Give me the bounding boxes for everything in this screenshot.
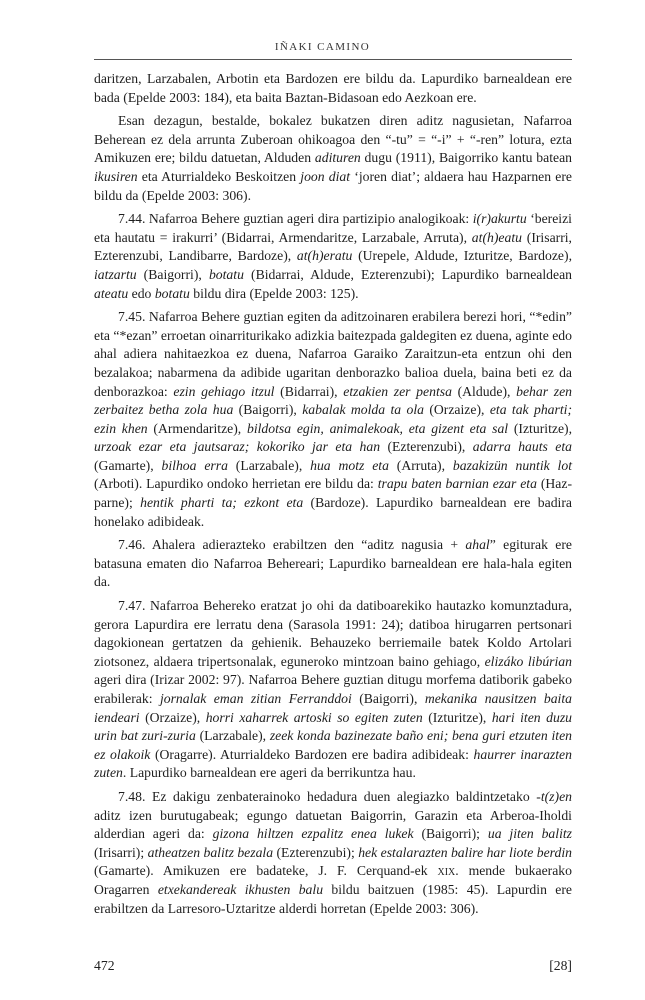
text-run: (Ezterenzubi), [380, 439, 473, 455]
text-run: ageri dira (Irizar 2002: 97). Nafarroa Behere guztian ditugu morfema datiborik gabeko erabilerak: [94, 672, 572, 706]
italic-text: at(h)eratu [296, 248, 353, 264]
page-body [94, 70, 572, 923]
italic-text: iatzartu [94, 266, 137, 282]
text-run: (Urepele, Aldude, Izturitze, Bardoze), [352, 248, 572, 264]
text-run: bildu baitzuen (1985: 45). Lapurdin ere erabiltzen da Larresoro-Uztaritze alderdi horretan (Epelde 2003: 306). [94, 881, 572, 916]
paragraph [94, 536, 572, 592]
text-run: 7.46. Ahalera adierazteko erabiltzen den “aditz nagusia + [118, 537, 466, 553]
text-run: (Gamarte), [94, 457, 162, 473]
italic-text: bazakizün nuntik lot [452, 457, 572, 473]
text-run: (Baigorri), [136, 266, 209, 282]
text-run: (Baigorri); [413, 826, 488, 842]
italic-text: urzoak ezar eta jautsaraz; kokoriko jar eta han [94, 439, 381, 455]
text-run: 7.45. Nafarroa Behere guztian egiten da aditzoinaren erabilera berezi hori, “*edin” eta “*ezan” erroetan oinarriturikako adizkia baitezpada galdegiten ez duena, aginte edo ahal adiera nahitaezkoa ez duena, Nafarroa Garaiko Zaraitzun-eta entzun ohi den bezalakoa; nabarmena da adibide ugaritan denborazko balioa duela, baina beti ez da denborazkoa: [94, 309, 572, 399]
italic-text: ikusiren [94, 168, 138, 184]
text-run: 7.44. Nafarroa Behere guztian ageri dira partizipio analogikoak: [118, 211, 473, 227]
text-run: (Baigorri), [351, 691, 425, 706]
italic-text: horri xaharrek artoski so egiten zuten [205, 709, 423, 725]
text-run: (Orzaize), [139, 709, 206, 725]
text-run: aditz izen burutugabeak; egungo datuetan Baigorrin, Garazin eta Arberoa-Iholdi alderdian ageri da: [94, 807, 572, 842]
text-run: ‘bereizi eta hautatu = irakurri’ (Bidarrai, Armendaritze, Larzabale, Arruta), [94, 211, 572, 245]
running-head: IÑAKI CAMINO [274, 41, 371, 53]
italic-text: at(h)eatu [471, 229, 522, 245]
italic-text: zeek konda bazinezate baño eni; bena guri etzuten iten ez olakoik [94, 728, 573, 762]
text-run: eta Aturrialdeko Beskoitzen [137, 168, 301, 184]
italic-text: ahal [465, 537, 490, 553]
paragraph [94, 210, 572, 303]
italic-text: botatu [154, 285, 190, 301]
italic-text: mekanika nausitzen baita iendeari [94, 691, 572, 725]
text-run: (Izturitze), [508, 420, 573, 436]
paragraph [94, 788, 572, 918]
header-rule [94, 59, 572, 60]
italic-text: etxekandereak ikhusten balu [157, 881, 324, 897]
text-run: edo [128, 285, 155, 301]
text-run: (Arboti). Lapurdiko ondoko herrietan ere bildu da: [94, 476, 378, 492]
text-run: bildu dira (Epelde 2003: 125). [189, 285, 359, 301]
text-run: (Orzaize), [423, 402, 490, 418]
italic-text: trapu baten barnian ezar eta [377, 476, 537, 492]
text-run: dugu (1911), Baigorriko kantu batean [360, 150, 572, 166]
text-run: 7.48. Ez dakigu zenbaterainoko hedadura duen alegiazko baldintzetako [118, 788, 537, 804]
text-run: . Lapurdiko barnealdean ere ageri da berrikuntza hau. [122, 765, 416, 781]
paragraph [94, 112, 572, 205]
text-run: (Arruta), [388, 457, 453, 473]
italic-text: behar zen zerbaitez betha zola hua [94, 383, 572, 418]
italic-text: botatu [208, 266, 244, 282]
italic-text: bilhoa erra [161, 457, 228, 473]
text-run: (Bidarrai, Aldude, Ezterenzubi); Lapurdiko barnealdean [243, 266, 572, 282]
text-run: 7.47. Nafarroa Behereko eratzat jo ohi da datiboarekiko hautazko komunztadura, gerora Lapurdira ere lerratu dena (Sarasola 1991: 24); datiboa hirugarren pertsonari dagokionean gertatzen da gehienik. Behauzeko berriemaile batek Koldo Artolari ziotsonez, aldaera tripertsonalak, eguneroko mintzoan baino gehiago, [94, 598, 572, 669]
italic-text: -t(z)en [536, 788, 572, 804]
italic-text: bildotsa egin, animalekoak, eta gizent eta sal [246, 420, 509, 436]
italic-text: hentik pharti ta; ezkont eta [140, 495, 304, 511]
text-run: (Irisarri, Ezterenzubi, Landibarre, Bardoze), [94, 229, 572, 264]
text-run: . mende bukaerako Oragarren [94, 863, 572, 897]
text-run: (Oragarre). Aturrialdeko Bardozen ere badira adibideak: [150, 746, 474, 762]
text-run: (Irisarri); [94, 844, 148, 860]
text-run: (Larzabale), [195, 728, 270, 744]
italic-text: hari iten duzu urin bat zuri-zuria [94, 709, 572, 744]
paragraph [94, 70, 572, 107]
text-run: (Hazparne); [94, 476, 572, 511]
text-run: ” egiturak ere batasuna ematen dio Nafarroa Behereari; Lapurdiko barnealdean ere hala-hala egiten da. [94, 537, 572, 590]
text-run: (Armendaritze), [147, 420, 247, 436]
text-run: (Gamarte). Amikuzen ere badateke, J. F. Cerquand-ek [94, 863, 438, 879]
italic-text: gizona hiltzen ezpalitz enea lukek [212, 826, 414, 842]
italic-text: adarra hauts eta [472, 439, 572, 455]
italic-text: jornalak eman zitian Ferranddoi [159, 691, 352, 706]
text-run: daritzen, Larzabalen, Arbotin eta Bardozen ere bildu da. Lapurdiko barnealdean ere bada (Epelde 2003: 184), eta baita Baztan-Bidasoan edo Aezkoan ere. [94, 71, 572, 105]
text-run: (Ezterenzubi); [273, 844, 359, 860]
text-run: (Bidarrai), [274, 383, 344, 399]
italic-text: ezin gehiago itzul [173, 383, 275, 399]
italic-text: atheatzen balitz bezala [147, 844, 274, 860]
italic-text: eta tak pharti; ezin khen [94, 402, 573, 436]
text-run: (Aldude), [451, 383, 517, 399]
text-run: (Baigorri), [233, 402, 303, 418]
text-run: xix [437, 863, 456, 879]
italic-text: ua jiten balitz [487, 826, 573, 842]
text-run: (Izturitze), [422, 709, 492, 725]
italic-text: kabalak molda ta ola [302, 402, 424, 418]
italic-text: i(r)akurtu [472, 211, 527, 227]
italic-text: haurrer inarazten zuten [94, 746, 572, 781]
text-run: Esan dezagun, bestalde, bokalez bukatzen diren aditz nagusietan, Nafarroa Beherean ez dela arrunta Zuberoan ohikoagoa den “-tu” = “-i” + “-ren” lotura, ezta Amikuzen ere; bildu datuetan, Alduden [94, 113, 572, 166]
text-run: (Bardoze). Lapurdiko barnealdean ere badira honelako adibideak. [94, 495, 572, 529]
italic-text: adituren [314, 150, 361, 166]
italic-text: ateatu [94, 285, 129, 301]
italic-text: elizáko libúrian [484, 653, 572, 669]
italic-text: hek estalarazten balire har liote berdin [358, 844, 572, 860]
paragraph [94, 308, 572, 531]
italic-text: hua motz eta [310, 457, 389, 473]
page-reference: [28] [549, 958, 572, 973]
italic-text: joon diat [300, 168, 351, 184]
text-run: ‘joren diat’; aldaera hau Hazparnen ere bildu da (Epelde 2003: 306). [94, 168, 572, 203]
italic-text: etzakien zer pentsa [343, 383, 452, 399]
paragraph [94, 597, 572, 783]
text-run: (Larzabale), [227, 457, 311, 473]
page-number: 472 [94, 958, 115, 973]
